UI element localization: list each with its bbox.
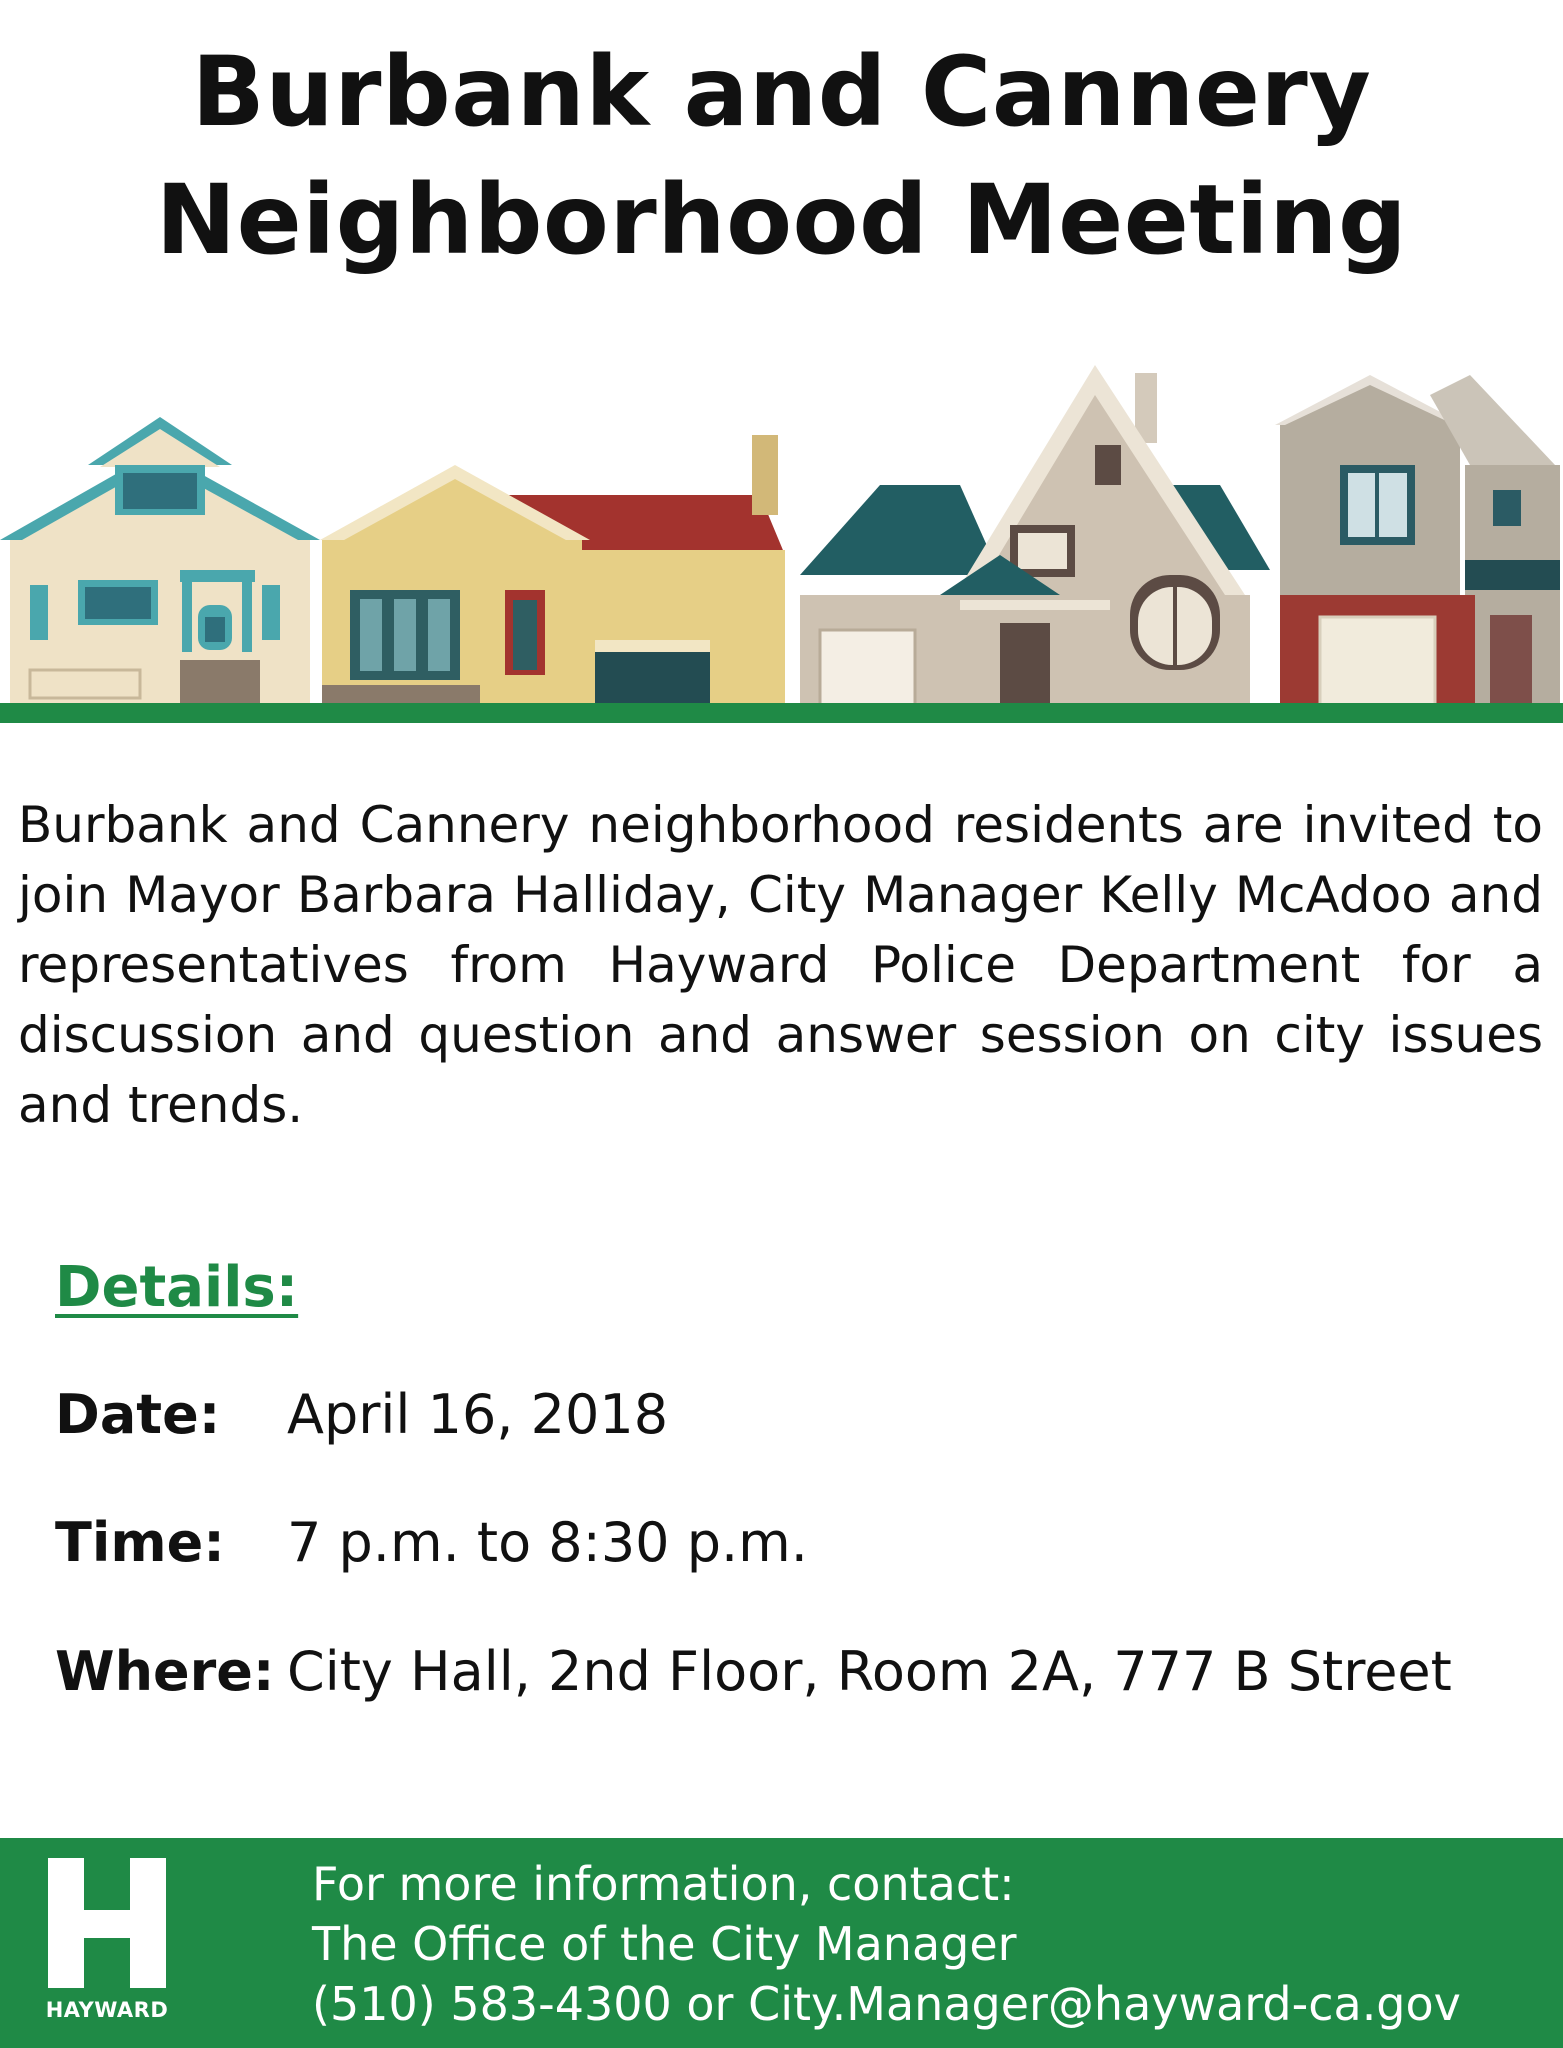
contact-line-1: For more information, contact: [312,1857,1015,1911]
time-value: 7 p.m. to 8:30 p.m. [287,1511,808,1574]
date-label: Date: [55,1383,221,1446]
modern-house [1275,375,1560,705]
title-line-2: Neighborhood Meeting [155,164,1408,276]
title-line-1: Burbank and Cannery [191,36,1372,148]
contact-line-3: (510) 583-4300 or City.Manager@hayward-ca.gov [312,1977,1461,2031]
hayward-logo-text: HAYWARD [45,1998,169,2022]
ranch-house [320,435,785,705]
details-heading: Details: [55,1255,299,1320]
grass-strip [0,703,1563,723]
hayward-h-logo-icon [48,1858,166,1988]
victorian-house [800,365,1270,705]
contact-line-2: The Office of the City Manager [312,1917,1017,1971]
where-label: Where: [55,1640,275,1703]
contact-info [312,1854,1461,2034]
where-value: City Hall, 2nd Floor, Room 2A, 777 B Street [287,1640,1452,1703]
intro-paragraph: Burbank and Cannery neighborhood residents are invited to join Mayor Barbara Halliday, City Manager Kelly McAdoo and representatives from Hayward Police Department for a discussion and question and answer session on city issues and trends. [18,796,1543,1134]
date-value: April 16, 2018 [287,1383,669,1446]
contact-footer [0,1838,1563,2048]
houses-illustration [0,355,1563,740]
time-label: Time: [55,1511,225,1574]
page-title [0,28,1563,284]
cottage-house [0,417,320,705]
